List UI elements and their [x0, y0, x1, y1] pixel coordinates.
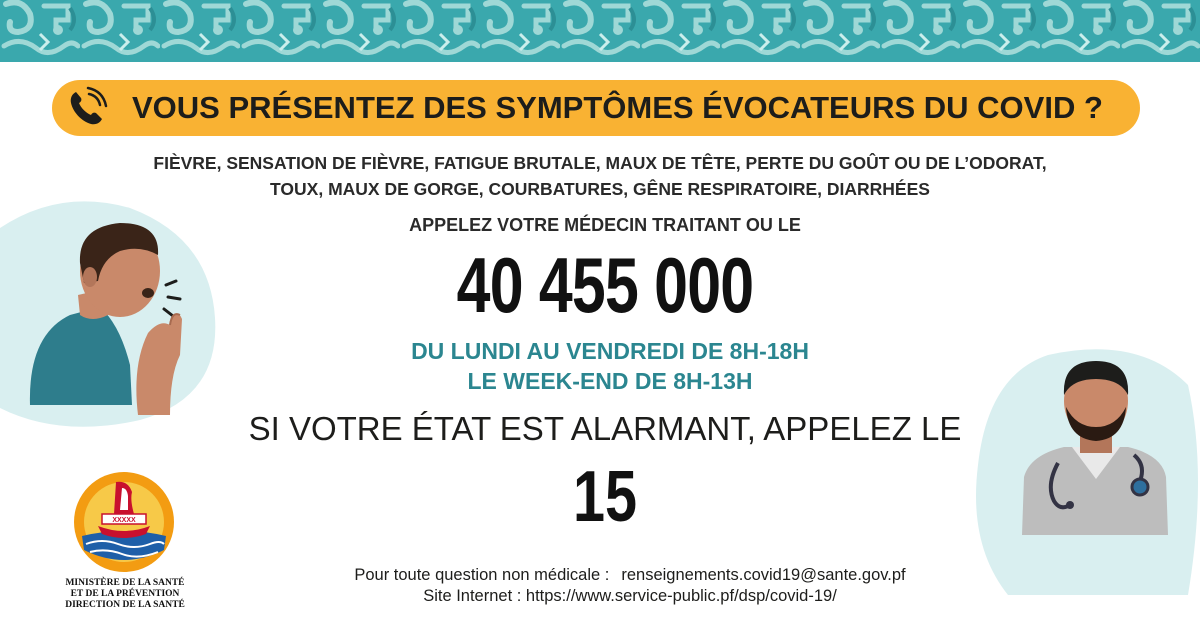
hotline-number: 40 455 000 — [456, 241, 754, 329]
footer-question-line — [280, 565, 980, 586]
call-label: APPELEZ VOTRE MÉDECIN TRAITANT OU LE — [409, 215, 801, 235]
symptoms-line-2: TOUX, MAUX DE GORGE, COURBATURES, GÊNE RESPIRATOIRE, DIARRHÉES — [270, 179, 930, 199]
page-title: VOUS PRÉSENTEZ DES SYMPTÔMES ÉVOCATEURS DU COVID ? — [132, 90, 1103, 125]
hours-weekend: LE WEEK-END DE 8H-13H — [467, 368, 753, 394]
ministry-line-2: ET DE LA PRÉVENTION — [70, 589, 180, 599]
coughing-person-illustration — [20, 215, 220, 415]
question-label: Pour toute question non médicale : — [354, 566, 610, 584]
hotline-hours — [330, 336, 890, 396]
ministry-line-3: DIRECTION DE LA SANTÉ — [65, 600, 185, 610]
doctor-illustration — [1010, 355, 1180, 535]
french-polynesia-seal — [72, 470, 176, 574]
footer-contact — [280, 565, 980, 607]
ministry-line-1: MINISTÈRE DE LA SANTÉ — [65, 578, 185, 588]
title-banner — [52, 80, 1140, 136]
symptoms-list — [130, 150, 1070, 202]
contact-email-link[interactable]: renseignements.covid19@sante.gov.pf — [621, 566, 906, 584]
emergency-number: 15 — [572, 457, 638, 537]
seal-lettering: XXXXX — [112, 517, 136, 524]
decorative-pattern-banner — [0, 0, 1200, 62]
hours-weekday: DU LUNDI AU VENDREDI DE 8H-18H — [411, 338, 809, 364]
phone-icon — [62, 84, 110, 132]
ministry-caption — [40, 578, 210, 611]
emergency-label: SI VOTRE ÉTAT EST ALARMANT, APPELEZ LE — [248, 410, 962, 447]
symptoms-line-1: FIÈVRE, SENSATION DE FIÈVRE, FATIGUE BRUTALE, MAUX DE TÊTE, PERTE DU GOÛT OU DE L’ODORAT, — [153, 153, 1047, 173]
website-link[interactable]: Site Internet : https://www.service-public.pf/dsp/covid-19/ — [423, 587, 837, 605]
